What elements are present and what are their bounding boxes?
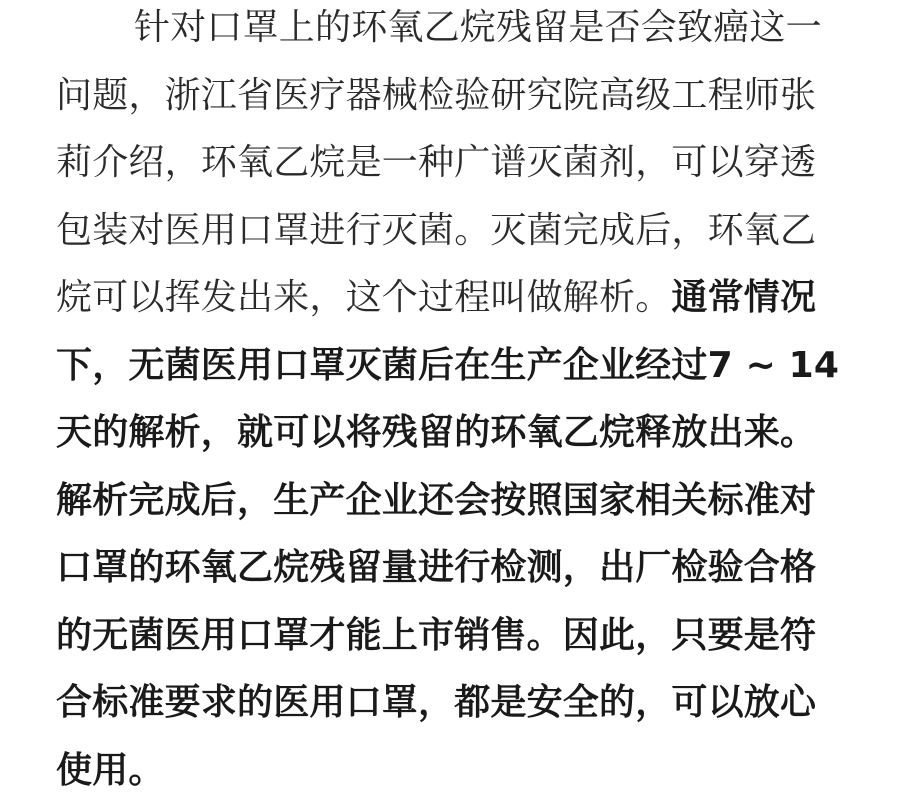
emphasized-text-segment: 解析完成后，生产企业还会按照国家相关标准对 xyxy=(56,480,816,521)
text-line-9 xyxy=(56,534,846,602)
text-line-2 xyxy=(56,62,846,130)
text-line-7 xyxy=(56,399,846,467)
text-line-4 xyxy=(56,197,846,265)
text-segment: 问题，浙江省医疗器械检验研究院高级工程师张 xyxy=(56,75,816,116)
text-line-3 xyxy=(56,129,846,197)
emphasized-text-segment: 使用。 xyxy=(56,750,165,791)
emphasized-text-segment: 口罩的环氧乙烷残留量进行检测，出厂检验合格 xyxy=(56,547,816,588)
text-segment: 莉介绍，环氧乙烷是一种广谱灭菌剂，可以穿透 xyxy=(56,142,816,183)
text-segment: 烷可以挥发出来，这个过程叫做解析。 xyxy=(56,277,671,318)
emphasized-text-segment: 天的解析，就可以将残留的环氧乙烷释放出来。 xyxy=(56,412,816,453)
emphasized-text-segment: 合标准要求的医用口罩，都是安全的，可以放心 xyxy=(56,682,816,723)
article-text xyxy=(56,0,846,804)
emphasized-text-segment: 通常情况 xyxy=(671,277,816,318)
text-line-1 xyxy=(56,0,846,62)
text-line-10 xyxy=(56,602,846,670)
text-line-5 xyxy=(56,264,846,332)
emphasized-text-segment: 下，无菌医用口罩灭菌后在生产企业经过7 ~ 14 xyxy=(56,345,839,386)
text-segment: 针对口罩上的环氧乙烷残留是否会致癌这一 xyxy=(134,7,822,48)
text-line-6 xyxy=(56,332,846,400)
text-line-11 xyxy=(56,669,846,737)
text-line-12 xyxy=(56,737,846,804)
text-segment: 包装对医用口罩进行灭菌。灭菌完成后，环氧乙 xyxy=(56,210,816,251)
emphasized-text-segment: 的无菌医用口罩才能上市销售。因此，只要是符 xyxy=(56,615,816,656)
text-line-8 xyxy=(56,467,846,535)
